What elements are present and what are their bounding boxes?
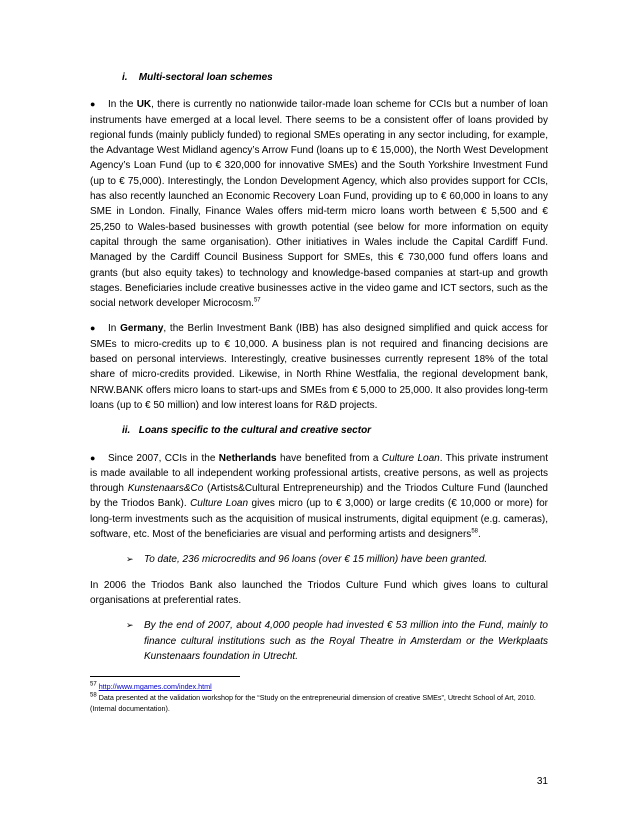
heading-number: i. [122,72,128,83]
arrow-bullet-icon: ➢ [126,620,134,631]
bullet-icon: ● [90,323,96,334]
heading-number: ii. [122,425,131,437]
bullet-icon: ● [90,99,96,110]
arrow-item-microcredits [126,552,548,567]
footnote-58 [90,692,548,714]
arrow-text: To date, 236 microcredits and 96 loans (over € 15 million) have been granted. [144,554,488,566]
footnote-link[interactable]: http://www.mgames.com/index.html [98,682,212,692]
footnote-text: Data presented at the validation workshop for the “Study on the entrepreneurial dimension of creative SMEs”, Utrecht School of Art, 2010. (Internal documentation). [90,693,536,714]
germany-pre: In [108,323,121,335]
culture-loan-term: Culture Loan [381,452,440,464]
section-heading-cultural-loans [90,423,548,438]
culture-loan-term-2: Culture Loan [190,498,249,510]
arrow-text: By the end of 2007, about 4,000 people had invested € 53 million into the Fund, mainly to finance cultural institutions such as the Royal Theatre in Amsterdam or the Werkplaats Kunstenaars foundation in Utrecht. [144,620,548,662]
bullet-icon: ● [90,452,96,463]
country-uk: UK [136,99,152,111]
page-content [90,70,548,714]
nl-mid3: (Artists&Cultural Entrepreneurship) and the Triodos Culture Fund (launched by the Triodos Bank). [90,483,548,510]
heading-text: Loans specific to the cultural and creative sector [138,425,372,437]
footnote-divider [90,676,240,677]
country-netherlands: Netherlands [218,452,277,464]
uk-text: , there is currently no nationwide tailor-made loan scheme for CCIs but a number of loan instruments have emerged at a local level. There seems to be a consistent offer of loans provided by regional funds (mainly publicly funded) to regional SMEs operating in any sector including, for example, the Advantage West Midland agency’s Arrow Fund (loans up to € 15,000), the North West Development Agency’s Loan Fund (up to € 320,000 for innovative SMEs) and the South Yorkshire Investment Fund (up to € 75,000). Interestingly, the London Development Agency, which also provides support for CCIs, has also recently launched an Economic Recovery Loan Fund, providing up to € 60,000 in loans to any SME in London. Finally, Finance Wales offers mid-term micro loans worth between € 5,500 and € 25,250 to Wales-based businesses with growth potential (see below for more information on equity capital through the same organisation). Other initiatives in Wales include the Capital Cardiff Fund. Managed by the Cardiff Council Business Support for SMEs, this € 730,000 fund offers loans and grants (but also equity takes) to technology and knowledge-based companies at start-up and growth stages. Beneficiaries include creative businesses active in the video game and ICT sectors, such as the social network developer Microcosm. [90,99,548,310]
paragraph-triodos: In 2006 the Triodos Bank also launched the Triodos Culture Fund which gives loans to cultural organisations at preferential rates. [90,579,548,606]
country-germany: Germany [120,323,164,335]
arrow-bullet-icon: ➢ [126,554,134,565]
nl-end: . [478,529,481,541]
footnote-number: 58 [90,692,97,699]
footnote-number: 57 [90,681,97,688]
nl-pre: Since 2007, CCIs in the [108,452,219,464]
heading-text: Multi-sectoral loan schemes [138,72,273,83]
paragraph-netherlands [90,451,548,543]
uk-pre: In the [108,99,137,111]
footnote-ref-58[interactable]: 58 [471,528,478,535]
nl-mid1: have benefited from a [276,452,382,464]
arrow-item-fund-investment [126,618,548,664]
section-heading-multi-sectoral [90,70,548,85]
kunstenaars-term: Kunstenaars&Co [127,483,204,495]
footnote-ref-57[interactable]: 57 [253,297,261,304]
paragraph-uk [90,97,548,311]
footnote-57 [90,681,548,692]
paragraph-germany [90,321,548,413]
nl-mid2: . This private instrument is made available to all independent working professional artists, creative persons, as well as projects through [90,452,548,495]
nl-tail: gives micro (up to € 3,000) or large credits (€ 10,000 or more) for long-term investments such as the acquisition of musical instruments, digital equipment (e.g. cameras), software, etc. Most of the beneficiaries are visual and performing artists and designers [90,498,548,541]
page-number: 31 [536,776,548,787]
germany-text: , the Berlin Investment Bank (IBB) has also designed simplified and quick access for SMEs to micro-credits up to € 10,000. A business plan is not required and financing decisions are based on personal interviews. Interestingly, creative businesses currently represent 18% of the total share of micro-credits provided. Likewise, in North Rhine Westfalia, the regional development bank, NRW.BANK offers micro loans to start-ups and SMEs from € 5,000 to 25,000. It also provides long-term loans (up to € 50 million) and low interest loans for R&D projects. [90,323,548,411]
